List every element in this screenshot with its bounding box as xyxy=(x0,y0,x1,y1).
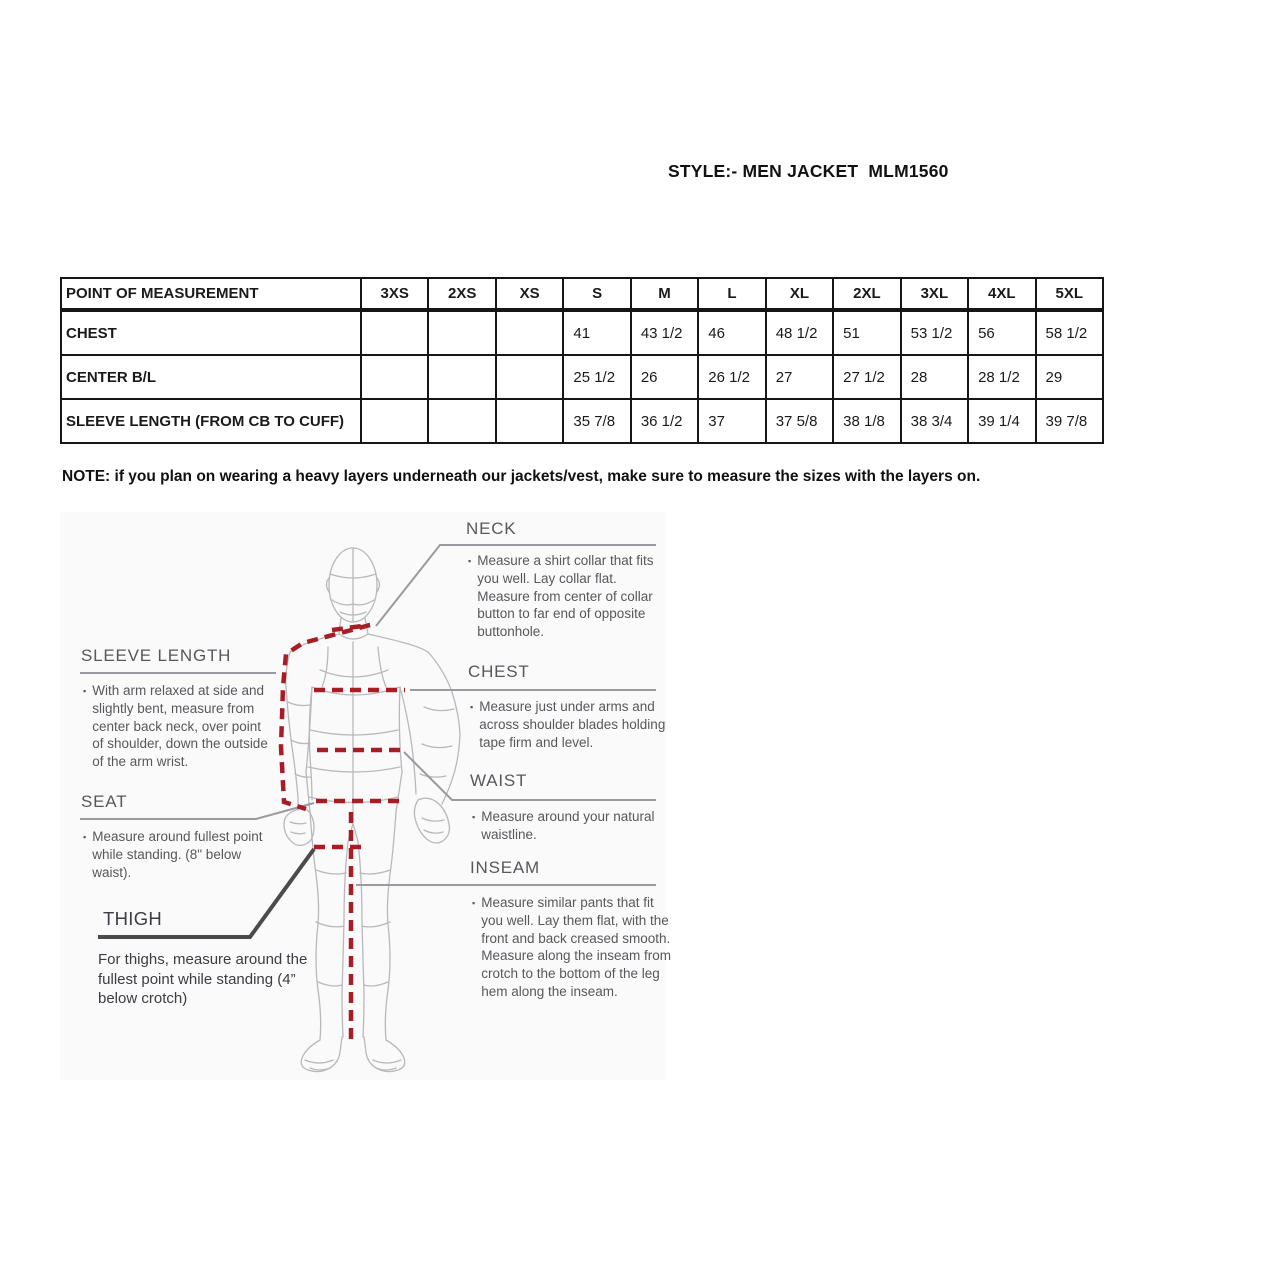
table-cell xyxy=(361,355,428,399)
table-cell: 26 xyxy=(631,355,698,399)
column-header: 2XS xyxy=(428,278,495,310)
column-header: M xyxy=(631,278,698,310)
inseam-description: Measure similar pants that fit you well. Lay them flat, with the front and back creased smooth. Measure along the inseam from crotch to the bottom of the leg hem along the inseam. xyxy=(481,895,672,1000)
bullet-icon: ▪ xyxy=(472,812,476,822)
table-cell: 38 3/4 xyxy=(901,399,968,443)
table-row-chest xyxy=(61,310,1103,355)
sleeve-length-section-text xyxy=(83,682,275,771)
chest-section-label: CHEST xyxy=(468,662,530,681)
table-row-sleeve-length xyxy=(61,399,1103,443)
column-header: L xyxy=(698,278,765,310)
table-cell: 27 1/2 xyxy=(833,355,900,399)
table-cell: 27 xyxy=(766,355,833,399)
table-cell: 29 xyxy=(1036,355,1103,399)
table-cell: 37 5/8 xyxy=(766,399,833,443)
bullet-icon: ▪ xyxy=(83,832,87,842)
column-header: 3XS xyxy=(361,278,428,310)
seat-section-label: SEAT xyxy=(81,792,128,811)
layers-note: NOTE: if you plan on wearing a heavy layers underneath our jackets/vest, make sure to measure the sizes with the layers on. xyxy=(62,468,981,485)
table-cell: 56 xyxy=(968,310,1035,355)
bullet-icon: ▪ xyxy=(468,556,472,566)
table-cell: 39 7/8 xyxy=(1036,399,1103,443)
measurement-guide xyxy=(60,512,672,1080)
table-cell xyxy=(361,399,428,443)
table-cell: 43 1/2 xyxy=(631,310,698,355)
table-cell xyxy=(428,399,495,443)
thigh-section-label: THIGH xyxy=(103,908,163,929)
neck-description: Measure a shirt collar that fits you well. Lay collar flat. Measure from center of collar button to far end of opposite buttonhole. xyxy=(477,553,654,640)
table-cell: 51 xyxy=(833,310,900,355)
table-cell xyxy=(361,310,428,355)
column-header: 3XL xyxy=(901,278,968,310)
table-cell: 35 7/8 xyxy=(563,399,630,443)
row-label: SLEEVE LENGTH (FROM CB TO CUFF) xyxy=(61,399,361,443)
seat-section-text xyxy=(83,828,263,881)
table-cell: 38 1/8 xyxy=(833,399,900,443)
neck-section-label: NECK xyxy=(466,519,517,538)
table-cell: 41 xyxy=(563,310,630,355)
table-cell: 26 1/2 xyxy=(698,355,765,399)
table-cell: 28 1/2 xyxy=(968,355,1035,399)
bullet-icon: ▪ xyxy=(470,702,474,712)
waist-section-text xyxy=(472,808,662,844)
seat-description: Measure around fullest point while standing. (8" below waist). xyxy=(92,829,263,880)
table-cell xyxy=(428,355,495,399)
table-cell: 39 1/4 xyxy=(968,399,1035,443)
column-header: POINT OF MEASUREMENT xyxy=(61,278,361,310)
inseam-section-text xyxy=(472,894,672,1001)
inseam-section-label: INSEAM xyxy=(470,858,540,877)
table-cell: 53 1/2 xyxy=(901,310,968,355)
table-cell xyxy=(496,310,563,355)
chest-description: Measure just under arms and across shoulder blades holding tape firm and level. xyxy=(479,699,666,750)
table-cell xyxy=(496,355,563,399)
table-cell: 36 1/2 xyxy=(631,399,698,443)
column-header: 4XL xyxy=(968,278,1035,310)
table-cell: 25 1/2 xyxy=(563,355,630,399)
neck-section-text xyxy=(468,552,666,641)
size-table-header-row xyxy=(61,278,1103,310)
table-cell xyxy=(428,310,495,355)
column-header: XS xyxy=(496,278,563,310)
column-header: 2XL xyxy=(833,278,900,310)
chest-section-text xyxy=(470,698,670,751)
column-header: S xyxy=(563,278,630,310)
thigh-description: For thighs, measure around the fullest point while standing (4” below crotch) xyxy=(98,951,308,1007)
sleeve-length-section-label: SLEEVE LENGTH xyxy=(81,646,232,665)
waist-section-label: WAIST xyxy=(470,771,528,790)
table-cell: 28 xyxy=(901,355,968,399)
table-cell: 37 xyxy=(698,399,765,443)
row-label: CHEST xyxy=(61,310,361,355)
column-header: 5XL xyxy=(1036,278,1103,310)
table-cell: 58 1/2 xyxy=(1036,310,1103,355)
bullet-icon: ▪ xyxy=(472,898,476,908)
page-title: STYLE:- MEN JACKET MLM1560 xyxy=(668,161,949,181)
table-row-center-bl xyxy=(61,355,1103,399)
bullet-icon: ▪ xyxy=(83,686,87,696)
size-table xyxy=(60,277,1104,444)
sleeve-length-description: With arm relaxed at side and slightly bent, measure from center back neck, over point of shoulder, down the outside of the arm wrist. xyxy=(92,683,268,770)
column-header: XL xyxy=(766,278,833,310)
table-cell: 46 xyxy=(698,310,765,355)
row-label: CENTER B/L xyxy=(61,355,361,399)
table-cell: 48 1/2 xyxy=(766,310,833,355)
table-cell xyxy=(496,399,563,443)
waist-description: Measure around your natural waistline. xyxy=(481,809,655,842)
